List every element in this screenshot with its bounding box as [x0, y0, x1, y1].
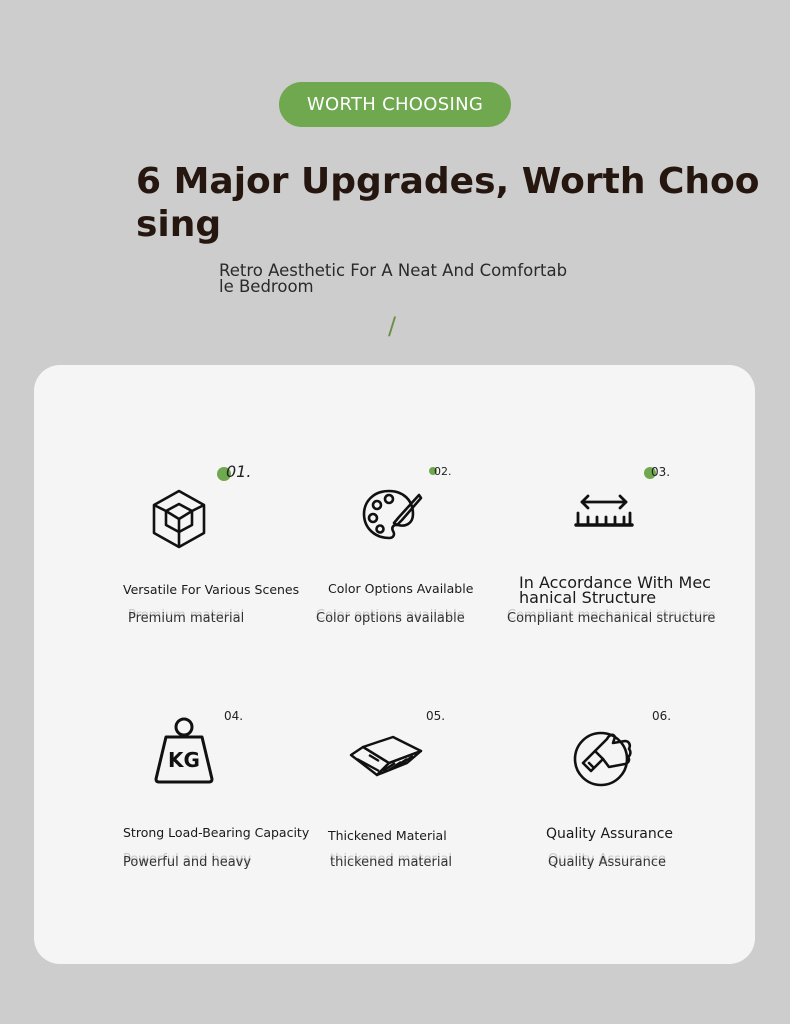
feature-number: 06. [652, 709, 672, 723]
worth-choosing-badge: WORTH CHOOSING [279, 82, 511, 127]
feature-label: Color Options Available [328, 581, 474, 596]
feature-number: 04. [224, 709, 244, 723]
kg-weight-icon [150, 715, 218, 789]
cube-icon [150, 488, 208, 554]
divider-slash: / [388, 312, 397, 340]
measure-ruler-icon [572, 493, 636, 533]
feature-number: 05. [426, 709, 446, 723]
feature-label: Quality Assurance [546, 826, 674, 842]
thumbs-up-badge-icon [573, 727, 635, 793]
page-title: 6 Major Upgrades, Worth Choosing [136, 161, 760, 245]
feature-subtext: thickened material [330, 855, 453, 870]
feature-number: 02. [434, 465, 452, 478]
feature-label: Strong Load-Bearing Capacity [123, 825, 310, 840]
feature-number: 01. [226, 462, 252, 481]
feature-label: Versatile For Various Scenes [123, 582, 300, 597]
palette-icon [361, 487, 423, 547]
feature-label: Thickened Material [328, 828, 447, 843]
feature-subtext: Premium material [128, 611, 245, 626]
feature-subtext: Color options available [316, 611, 465, 626]
features-card [34, 365, 755, 964]
feature-subtext: Compliant mechanical structure [507, 611, 716, 626]
feature-subtext: Quality Assurance [548, 855, 666, 870]
feature-number: 03. [651, 465, 671, 479]
page-subtitle: Retro Aesthetic For A Neat And Comfortable Bedroom [219, 261, 568, 296]
feature-label: In Accordance With Mechanical Structure [519, 573, 711, 607]
svg-text:KG: KG [168, 748, 200, 772]
layers-material-icon [349, 733, 425, 783]
feature-subtext: Powerful and heavy [123, 855, 252, 870]
